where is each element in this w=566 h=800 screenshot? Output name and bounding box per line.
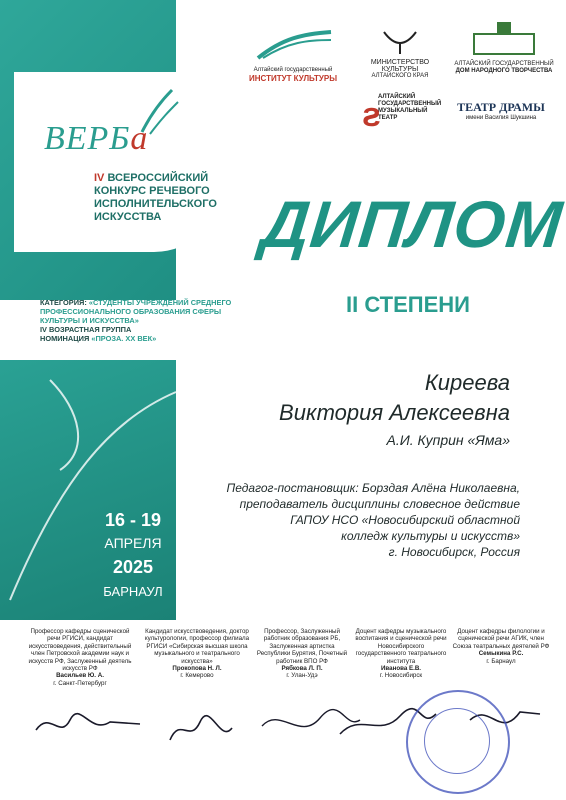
contest-line1: ВСЕРОССИЙСКИЙ bbox=[107, 172, 209, 184]
signatory-4-city: г. Новосибирск bbox=[379, 672, 423, 680]
signatory-4-name: Иванова Е.В. bbox=[380, 665, 422, 673]
teacher-line5: г. Новосибирск, Россия bbox=[388, 545, 520, 559]
signatory-3-text: Профессор, Заслуженный работник образования РБ, Заслуженная артистка Республики Бурятия, Почетный работник ВПО РФ bbox=[256, 628, 348, 665]
nomination-value: «ПРОЗА. XX ВЕК» bbox=[91, 334, 157, 343]
institute-line2: ИНСТИТУТ КУЛЬТУРЫ bbox=[248, 74, 338, 83]
category-label: КАТЕГОРИЯ: bbox=[40, 298, 87, 307]
signatory-4-text: Доцент кафедры музыкального воспитания и сценической речи Новосибирского государственного театрального института bbox=[355, 628, 447, 665]
signatory-5-name: Семыкина Р.С. bbox=[478, 650, 524, 658]
signatory-2-text: Кандидат искусствоведения, доктор культурологии, профессор филиала РГИСИ «Сибирская высшая школа музыкального и театрального искусства» bbox=[144, 628, 250, 665]
event-day-range: 16 - 19 bbox=[104, 510, 162, 530]
ministry-line2: КУЛЬТУРЫ bbox=[381, 66, 419, 73]
event-year: 2025 bbox=[112, 557, 154, 577]
signature-3 bbox=[262, 710, 360, 727]
signatory-1-city: г. Санкт-Петербург bbox=[53, 679, 107, 687]
signatory-2-city: г. Кемерово bbox=[180, 672, 214, 680]
contest-line3: ИСПОЛНИТЕЛЬСКОГО bbox=[94, 198, 217, 210]
ministry-line1: МИНИСТЕРСТВО bbox=[370, 59, 430, 66]
recipient-given-names: Виктория Алексеевна bbox=[279, 400, 510, 425]
diploma-title: ДИПЛОМ bbox=[258, 187, 566, 261]
signatory-2-name: Прокопова Н. Л. bbox=[172, 665, 222, 673]
music-theater-line1: АЛТАЙСКИЙ bbox=[378, 94, 416, 100]
teacher-line3: ГАПОУ НСО «Новосибирский областной bbox=[290, 513, 520, 527]
signature-2 bbox=[170, 716, 232, 740]
signatory-5-city: г. Барнаул bbox=[486, 657, 516, 665]
category-value: «СТУДЕНТЫ УЧРЕЖДЕНИЙ СРЕДНЕГО ПРОФЕССИОНАЛЬНОГО ОБРАЗОВАНИЯ СФЕРЫ КУЛЬТУРЫ И ИСКУССТВА» bbox=[40, 298, 232, 325]
nomination-label: НОМИНАЦИЯ bbox=[40, 334, 90, 343]
signatory-1-text: Профессор кафедры сценической речи РГИСИ, кандидат искусствоведения, действительный член Петровской академии наук и искусств РФ, Заслуженный деятель искусств РФ bbox=[28, 628, 132, 673]
teacher-line1: Педагог-постановщик: Борздая Алёна Николаевна, bbox=[226, 481, 520, 495]
signature-1 bbox=[36, 714, 140, 730]
teacher-line2: преподаватель дисциплины словесное действие bbox=[239, 497, 520, 511]
contest-line2: КОНКУРС РЕЧЕВОГО bbox=[94, 185, 210, 197]
official-stamp bbox=[406, 690, 510, 794]
music-theater-line4: ТЕАТР bbox=[378, 115, 398, 121]
teacher-line4: колледж культуры и искусств» bbox=[341, 529, 520, 543]
event-city: БАРНАУЛ bbox=[103, 584, 163, 599]
signatory-3-name: Рябкова Л. П. bbox=[281, 665, 323, 673]
performed-work: А.И. Куприн «Яма» bbox=[386, 432, 510, 448]
age-group: IV ВОЗРАСТНАЯ ГРУППА bbox=[40, 325, 132, 334]
music-theater-line3: МУЗЫКАЛЬНЫЙ bbox=[378, 108, 428, 114]
house-line1: АЛТАЙСКИЙ ГОСУДАРСТВЕННЫЙ bbox=[454, 61, 554, 67]
music-theater-icon: ƨ bbox=[362, 96, 381, 134]
contest-line4: ИСКУССТВА bbox=[94, 211, 162, 223]
diploma-degree: II СТЕПЕНИ bbox=[346, 292, 470, 317]
drama-line2: имени Василия Шукшина bbox=[465, 115, 537, 121]
recipient-surname: Киреева bbox=[424, 370, 510, 395]
signatory-5-text: Доцент кафедры филологии и сценической речи АГИК, член Союза театральных деятелей РФ bbox=[452, 628, 550, 650]
event-month: АПРЕЛЯ bbox=[104, 535, 162, 551]
ministry-line3: АЛТАЙСКОГО КРАЯ bbox=[371, 73, 429, 79]
institute-line1: Алтайский государственный bbox=[253, 67, 333, 73]
signatory-1-name: Васильев Ю. А. bbox=[56, 672, 104, 680]
signatory-3-city: г. Улан-Удэ bbox=[286, 672, 318, 680]
drama-line1: ТЕАТР ДРАМЫ bbox=[457, 100, 545, 114]
house-line2: ДОМ НАРОДНОГО ТВОРЧЕСТВА bbox=[455, 68, 553, 74]
brand-accent: а bbox=[130, 120, 149, 157]
music-theater-line2: ГОСУДАРСТВЕННЫЙ bbox=[378, 101, 442, 107]
brand-main: ВЕРБ bbox=[44, 120, 131, 157]
contest-roman: IV bbox=[94, 172, 105, 184]
